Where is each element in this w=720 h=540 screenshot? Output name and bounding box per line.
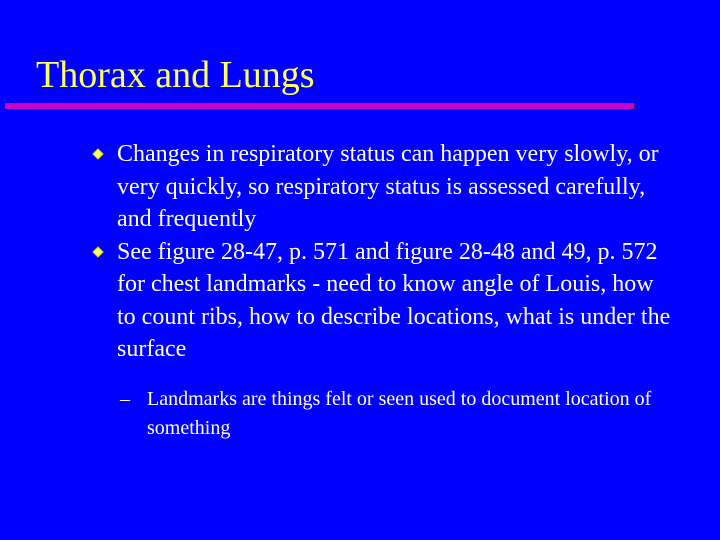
diamond-bullet-icon: [92, 148, 104, 160]
sub-bullet-text: Landmarks are things felt or seen used to document location of something: [147, 387, 652, 439]
slide-title: Thorax and Lungs: [36, 54, 315, 96]
bullet-text: See figure 28-47, p. 571 and figure 28-48 and 49, p. 572 for chest landmarks - need to know angle of Louis, how to count ribs, how to describe locations, what is under the surface: [117, 238, 671, 362]
bullet-item: [0, 138, 677, 236]
sub-bullet-item: [0, 385, 667, 443]
dash-marker: –: [120, 387, 130, 410]
bullet-item: [0, 236, 677, 366]
bullet-list: [0, 138, 720, 443]
bullet-text: Changes in respiratory status can happen very slowly, or very quickly, so respiratory status is assessed carefully, and frequently: [117, 141, 659, 232]
title-divider: [5, 103, 634, 109]
diamond-bullet-icon: [92, 246, 104, 258]
